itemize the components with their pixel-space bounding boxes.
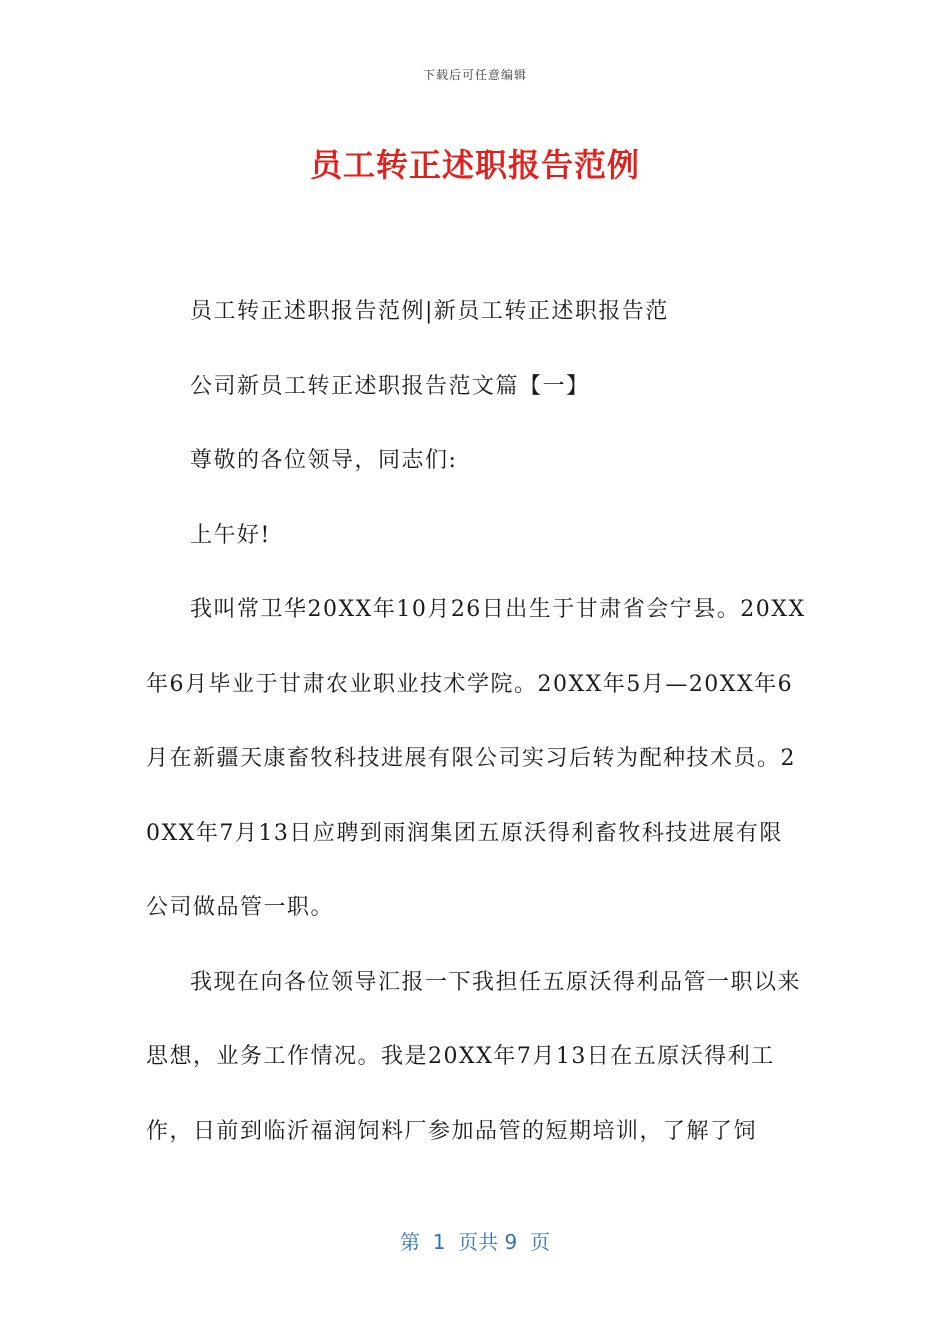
page-number-footer: 第 1 页共 9 页 — [400, 1230, 550, 1254]
document-title: 员工转正述职报告范例 — [309, 146, 640, 184]
document-body — [146, 275, 806, 1169]
header-note: 下载后可任意编辑 — [422, 68, 527, 82]
paragraph: 我现在向各位领导汇报一下我担任五原沃得利品管一职以来思想，业务工作情况。我是20XX年7月13日在五原沃得利工作，日前到临沂福润饲料厂参加品管的短期培训，了解了饲 — [146, 969, 802, 1144]
paragraph: 尊敬的各位领导，同志们: — [190, 448, 458, 473]
paragraph: 我叫常卫华20XX年10月26日出生于甘肃省会宁县。20XX年6月毕业于甘肃农业职业技术学院。20XX年5月—20XX年6月在新疆天康畜牧科技进展有限公司实习后转为配种技术员。20XX年7月13日应聘到雨润集团五原沃得利畜牧科技进展有限公司做品管一职。 — [146, 597, 806, 920]
paragraph: 公司新员工转正述职报告范文篇【一】 — [190, 373, 590, 399]
paragraph: 上午好! — [190, 522, 271, 548]
paragraph: 员工转正述职报告范例|新员工转正述职报告范 — [190, 299, 669, 324]
